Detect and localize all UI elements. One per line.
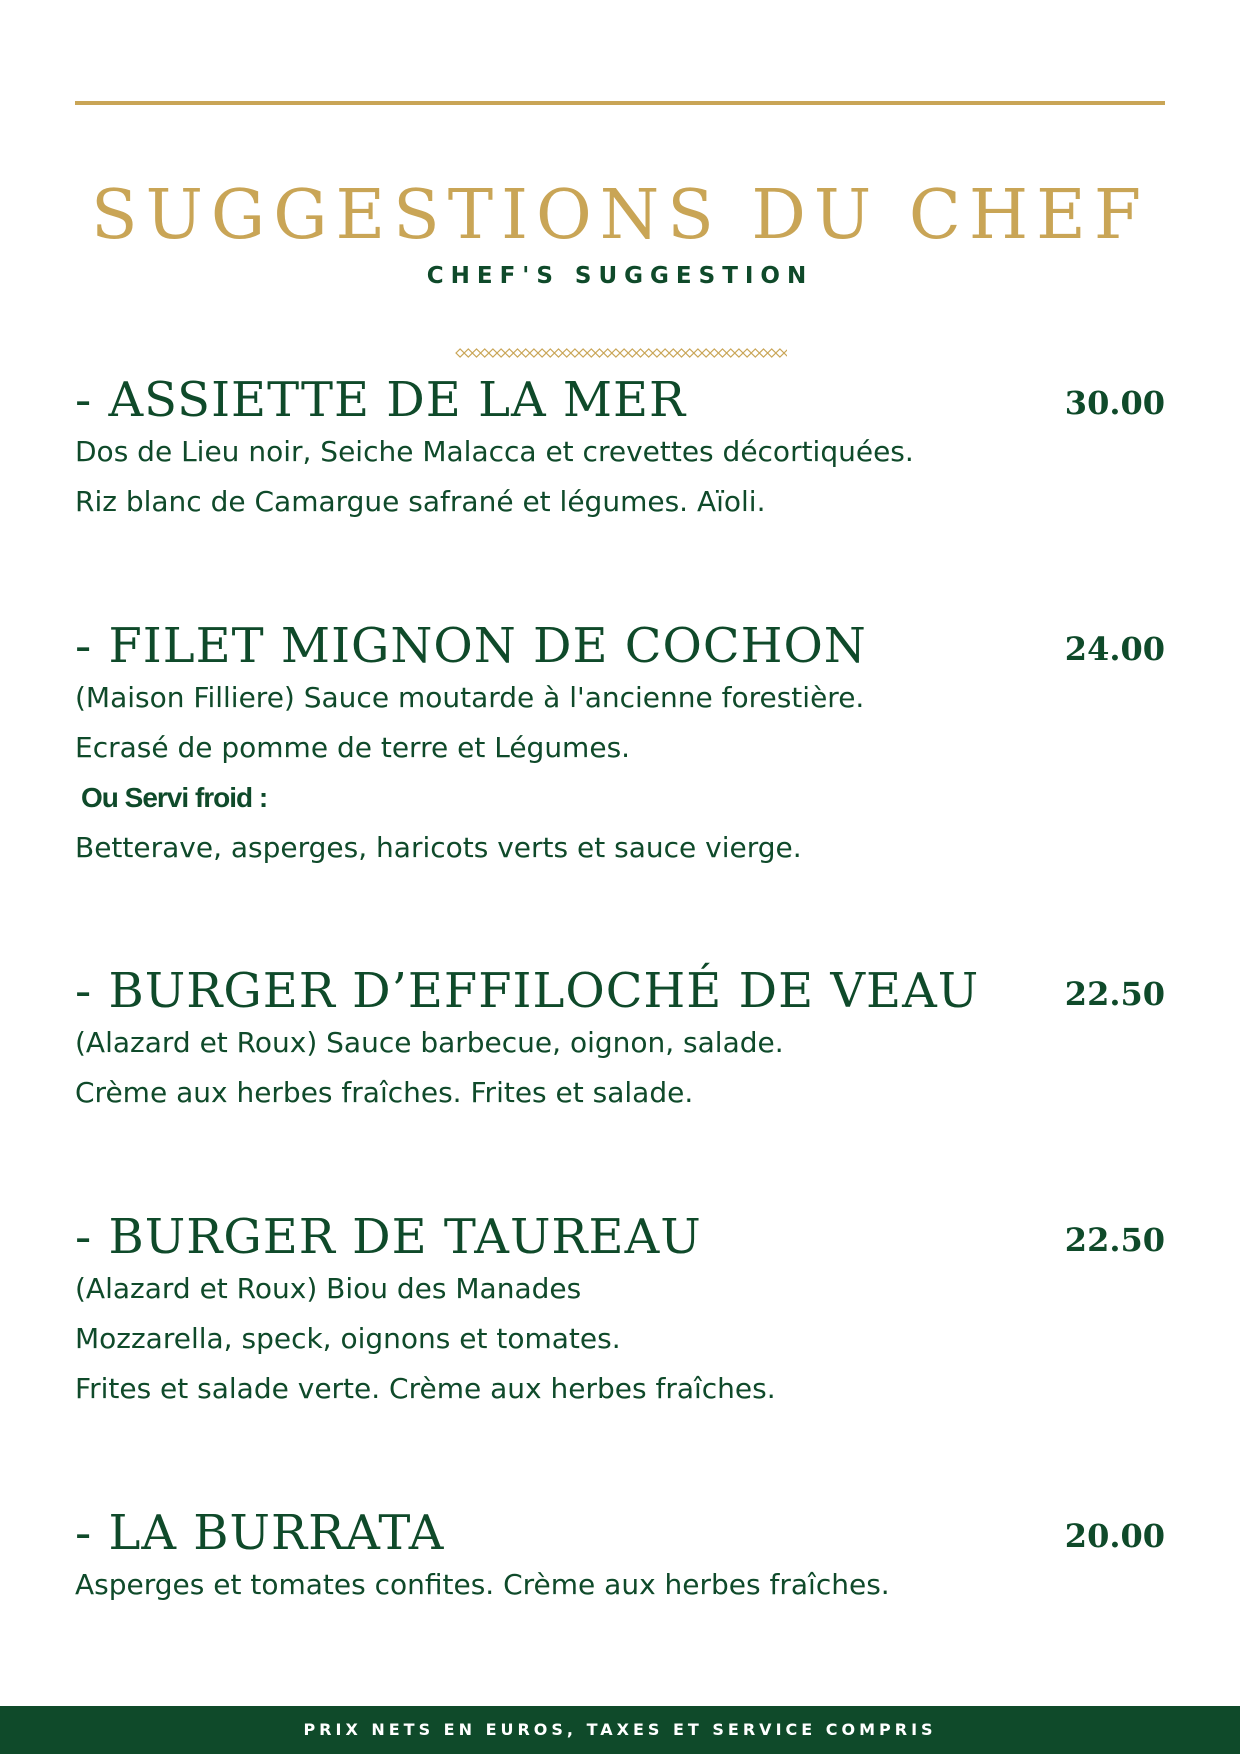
item-name: - LA BURRATA	[75, 1505, 445, 1561]
item-description-line: (Maison Filliere) Sauce moutarde à l'ancienne forestière.	[75, 681, 865, 714]
item-description-line: Mozzarella, speck, oignons et tomates.	[75, 1322, 621, 1355]
item-name: - BURGER DE TAUREAU	[75, 1209, 702, 1265]
item-alternative-label: Ou Servi froid :	[81, 782, 268, 813]
item-price: 22.50	[1064, 975, 1165, 1013]
item-description-line: Crème aux herbes fraîches. Frites et salade.	[75, 1076, 694, 1109]
item-description-line: Riz blanc de Camargue safrané et légumes. Aïoli.	[75, 485, 766, 518]
menu-item-assiette-de-la-mer	[75, 371, 1165, 531]
item-description-line: (Alazard et Roux) Sauce barbecue, oignon, salade.	[75, 1026, 784, 1059]
item-name: - FILET MIGNON DE COCHON	[75, 618, 867, 674]
page-subtitle: CHEF'S SUGGESTION	[426, 263, 814, 289]
item-description-line: Ecrasé de pomme de terre et Légumes.	[75, 731, 631, 764]
ornament-divider	[454, 346, 787, 360]
menu-item-la-burrata	[75, 1504, 1165, 1614]
item-description-line: Asperges et tomates confites. Crème aux herbes fraîches.	[75, 1568, 890, 1601]
footer-note: PRIX NETS EN EUROS, TAXES ET SERVICE COMPRIS	[303, 1720, 937, 1739]
item-name: - BURGER D’EFFILOCHÉ DE VEAU	[75, 963, 980, 1019]
item-description-line: Frites et salade verte. Crème aux herbes fraîches.	[75, 1372, 776, 1405]
item-price: 20.00	[1064, 1517, 1165, 1555]
menu-item-burger-taureau	[75, 1208, 1165, 1418]
item-price: 22.50	[1064, 1221, 1165, 1259]
menu-item-burger-effiloche-veau	[75, 962, 1165, 1122]
menu-item-filet-mignon	[75, 617, 1165, 877]
item-description-line: Betterave, asperges, haricots verts et sauce vierge.	[75, 831, 802, 864]
item-price: 30.00	[1064, 384, 1165, 422]
top-gold-rule	[75, 101, 1165, 105]
item-description-line: (Alazard et Roux) Biou des Manades	[75, 1272, 582, 1305]
page-title: SUGGESTIONS DU CHEF	[90, 176, 1149, 255]
item-name: - ASSIETTE DE LA MER	[75, 372, 687, 428]
item-price: 24.00	[1064, 630, 1165, 668]
item-description-line: Dos de Lieu noir, Seiche Malacca et crevettes décortiquées.	[75, 435, 914, 468]
footer-bar	[0, 1706, 1240, 1754]
